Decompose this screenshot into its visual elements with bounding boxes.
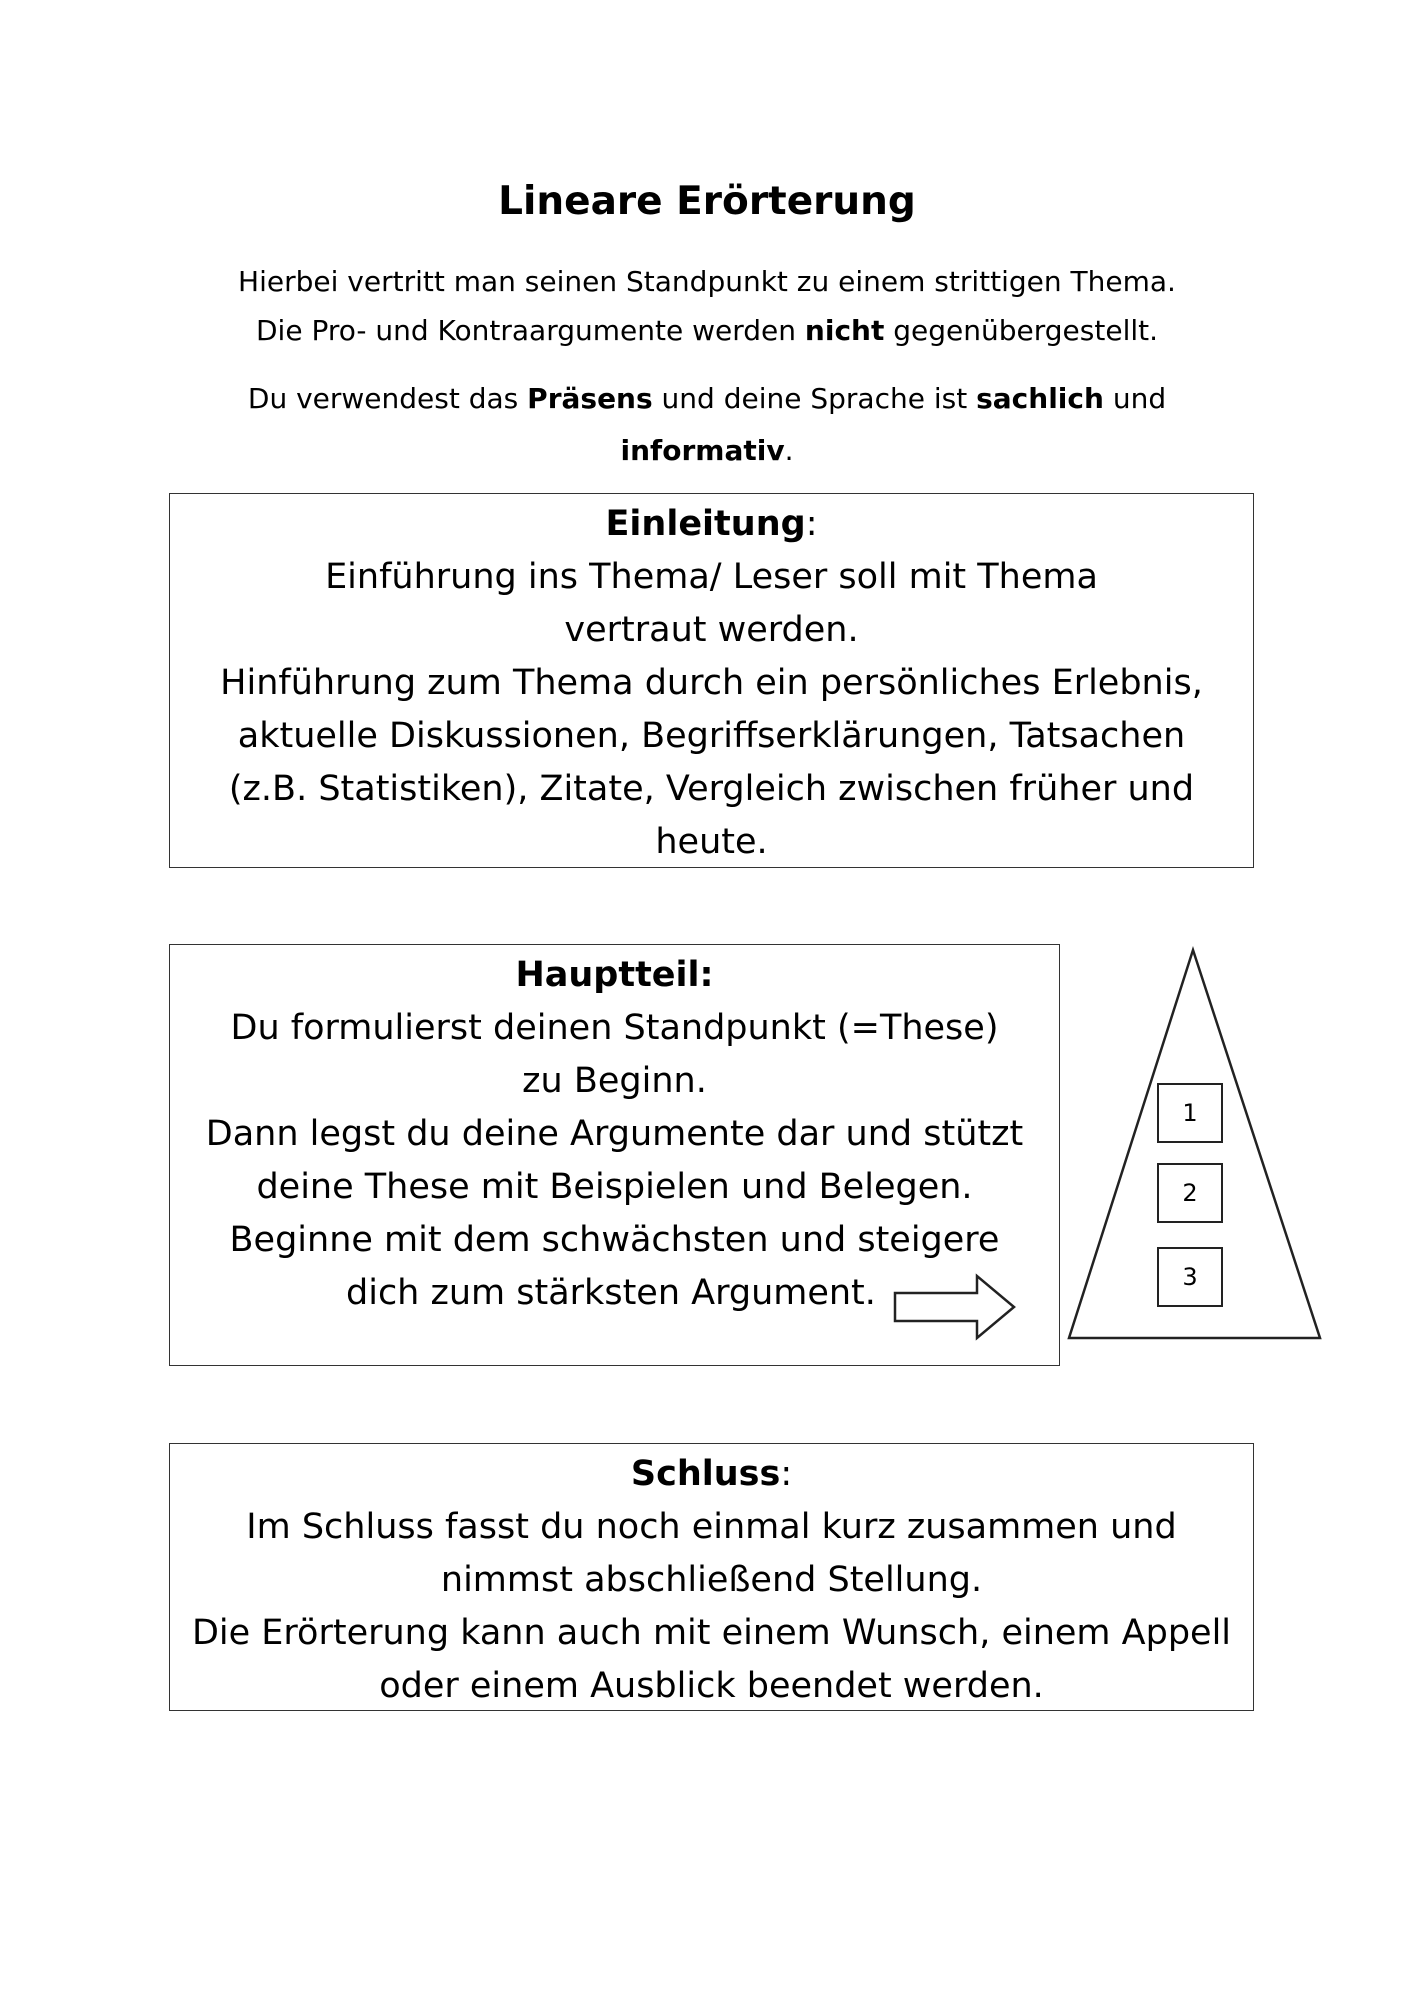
intro-line-3 (140, 372, 1274, 425)
hauptteil-line: Du formulierst deinen Standpunkt (=These) (230, 1008, 999, 1048)
pyramid-box-1: 1 (1157, 1083, 1223, 1143)
intro-text: und (1103, 382, 1167, 415)
hauptteil-line: Beginne mit dem schwächsten und steigere (229, 1220, 1000, 1260)
schluss-heading-text: Schluss (630, 1454, 781, 1494)
pyramid-box-2: 2 (1157, 1163, 1223, 1223)
einleitung-heading (170, 498, 1253, 551)
schluss-line: oder einem Ausblick beendet werden. (379, 1666, 1044, 1706)
einleitung-line: aktuelle Diskussionen, Begriffserklärungen, Tatsachen (237, 716, 1186, 756)
einleitung-heading-text: Einleitung (605, 504, 806, 544)
schluss-line: nimmst abschließend Stellung. (440, 1560, 983, 1600)
intro-line-1 (140, 255, 1274, 308)
pyramid-box-3: 3 (1157, 1247, 1223, 1307)
hauptteil-line: zu Beginn. (522, 1061, 707, 1101)
einleitung-box (169, 493, 1254, 868)
intro-emphasis: Präsens (527, 382, 653, 415)
hauptteil-heading: Hauptteil: (515, 955, 714, 995)
einleitung-line: Einführung ins Thema/ Leser soll mit Thema (325, 557, 1098, 597)
intro-emphasis: sachlich (976, 382, 1104, 415)
einleitung-line: (z.B. Statistiken), Zitate, Vergleich zwischen früher und (228, 769, 1195, 809)
intro-emphasis: nicht (804, 314, 885, 347)
intro-line-2 (140, 304, 1274, 357)
intro-text: Du verwendest das (247, 382, 528, 415)
schluss-box (169, 1443, 1254, 1711)
schluss-heading (170, 1448, 1253, 1501)
intro-text: Die Pro- und Kontraargumente werden (255, 314, 805, 347)
intro-emphasis: informativ (620, 434, 785, 467)
schluss-line: Die Erörterung kann auch mit einem Wunsch, einem Appell (191, 1613, 1232, 1653)
einleitung-line: heute. (655, 822, 768, 862)
einleitung-line: Hinführung zum Thema durch ein persönliches Erlebnis, (220, 663, 1203, 703)
arrow-right-icon (892, 1271, 1022, 1341)
einleitung-line: vertraut werden. (564, 610, 859, 650)
intro-text: gegenübergestellt. (884, 314, 1159, 347)
page-title: Lineare Erörterung (498, 179, 916, 224)
intro-text: und deine Sprache ist (652, 382, 977, 415)
einleitung-heading-colon: : (805, 504, 818, 544)
hauptteil-line: deine These mit Beispielen und Belegen. (256, 1167, 973, 1207)
intro-text: Hierbei vertritt man seinen Standpunkt zu einem strittigen Thema. (238, 265, 1176, 298)
schluss-line: Im Schluss fasst du noch einmal kurz zusammen und (246, 1507, 1177, 1547)
schluss-heading-colon: : (780, 1454, 793, 1494)
hauptteil-line: Dann legst du deine Argumente dar und stützt (205, 1114, 1024, 1154)
intro-line-4 (140, 424, 1274, 477)
intro-text: . (784, 434, 794, 467)
hauptteil-line: dich zum stärksten Argument. (346, 1273, 876, 1313)
